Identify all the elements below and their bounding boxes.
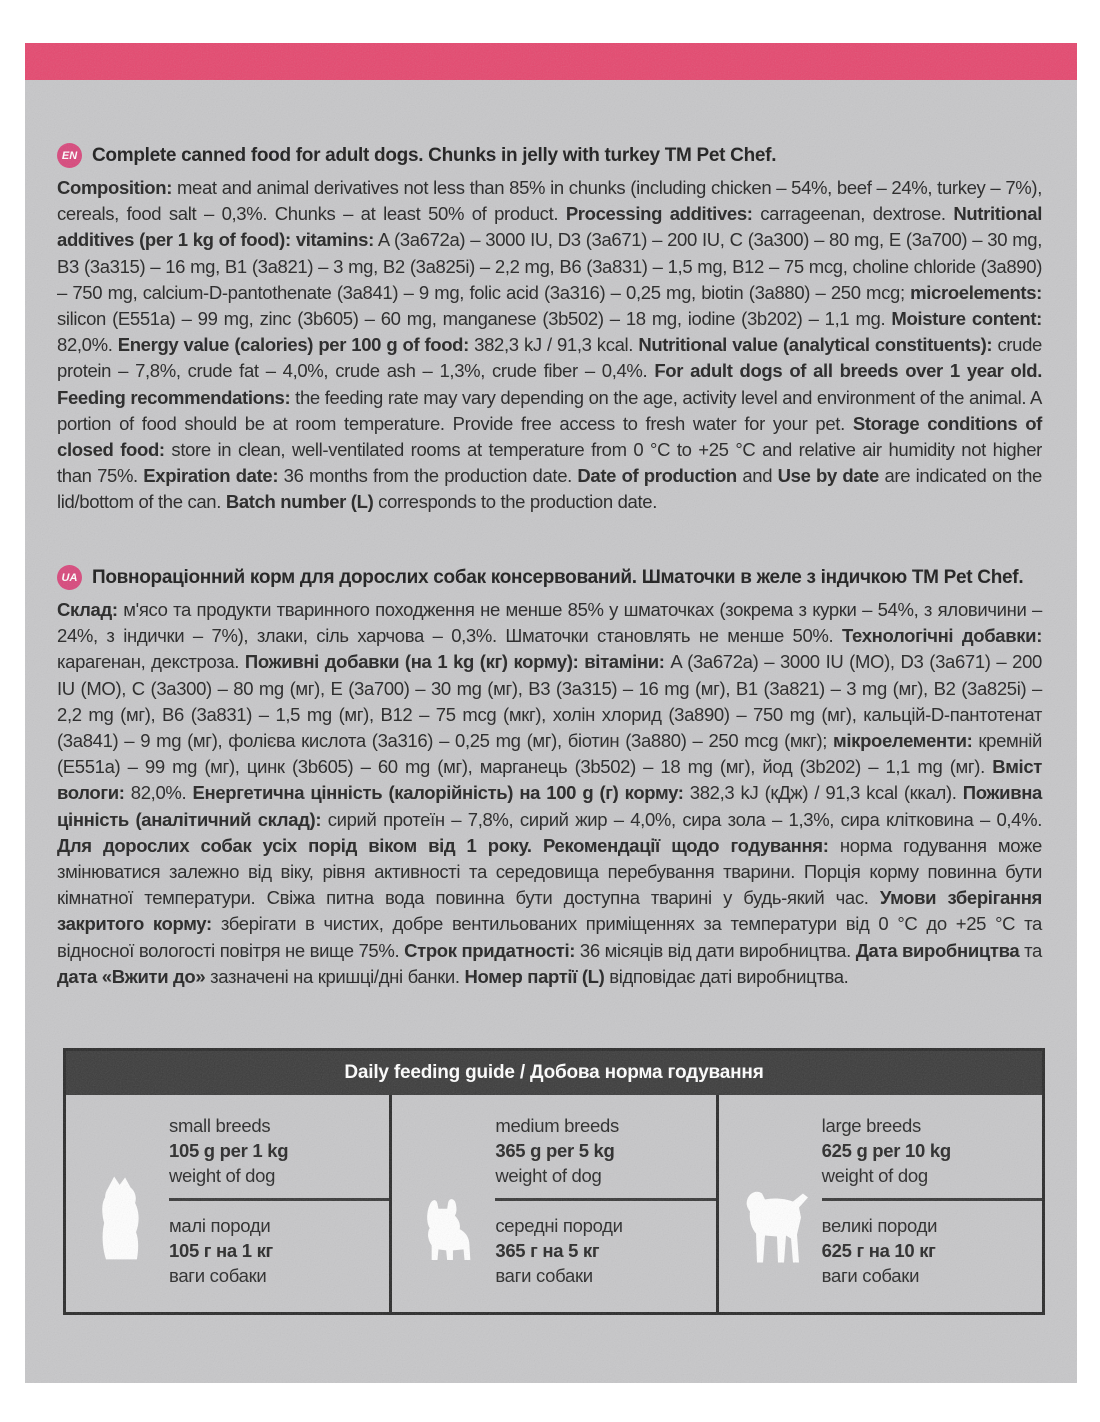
- top-accent-bar: [25, 43, 1077, 80]
- breed-label-en: medium breeds: [495, 1115, 619, 1136]
- cell-divider: [495, 1198, 715, 1201]
- amount-label-en: 105 g per 1 kg: [169, 1140, 289, 1161]
- breed-label-en: large breeds: [821, 1115, 921, 1136]
- weight-label-en: weight of dog: [495, 1165, 602, 1186]
- ua-composition-paragraph: Склад: м'ясо та продукти тваринного походження не менше 85% у шматочках (зокрема з курки – 54%, з яловичини – 24%, з індички – 7%), злаки, сіль харчова – 0,3%. Шматочки становлять не менше 50%. Технологічні добавки: карагенан, декстроза. Поживні добавки (на 1 kg (кг) корму): вітаміни: A (3a672a) – 3000 IU (МО), D3 (3a671) – 200 IU (МО), C (3a300) – 80 mg (мг), E (3a700) – 30 mg (мг), B3 (3a315) – 16 mg (мг), B1 (3a821) – 3 mg (мг), B2 (3a825i) – 2,2 mg (мг), B6 (3a831) – 1,5 mg (мг), B12 – 75 mcg (мкг), холін хлорид (3a890) – 750 mg (мг), кальцій-D-пантотенат (3a841) – 9 mg (мг), фолієва кислота (3a316) – 0,25 mg (мг), біотин (3a880) – 250 mcg (мкг); мікроелементи: кремній (E551a) – 99 mg (мг), цинк (3b605) – 60 mg (мг), марганець (3b502) – 18 mg (мг), йод (3b202) – 1,1 mg (мг). Вміст вологи: 82,0%. Енергетична цінність (калорійність) на 100 g (г) корму: 382,3 kJ (кДж) / 91,3 kcal (ккал). Поживна цінність (аналітичний склад): сирий протеїн – 7,8%, сирий жир – 4,0%, сира зола – 1,3%, сира клітковина – 0,4%. Для дорослих собак усіх порід віком від 1 року. Рекомендації щодо годування: норма годування може змінюватися залежно від віку, рівня активності та середовища перебування тварини. Порція корму повинна бути кімнатної температури. Свіжа питна вода повинна бути доступна тварині у будь-який час. Умови зберігання закритого корму: зберігати в чистих, добре вентильованих приміщеннях за температури від 0 °C до +25 °C та відносної вологості повітря не вище 75%. Строк придатності: 36 місяців від дати виробництва. Дата виробництва та дата «Вжити до» зазначені на кришці/дні банки. Номер партії (L) відповідає даті виробництва.: [57, 599, 1042, 987]
- amount-label-ua: 105 г на 1 кг: [169, 1240, 273, 1261]
- daily-feeding-guide-table: [63, 1048, 1045, 1315]
- feeding-guide-body: [66, 1095, 1042, 1312]
- small-dog-icon: [96, 1171, 146, 1265]
- ua-language-badge-icon: UA: [57, 565, 82, 590]
- amount-label-en: 365 g per 5 kg: [495, 1140, 615, 1161]
- feeding-cell-text: [495, 1113, 715, 1288]
- feeding-cell-text: [822, 1113, 1042, 1288]
- pet-food-label: [25, 43, 1077, 1383]
- feeding-cell-small-breeds: [66, 1095, 389, 1312]
- weight-label-ua: ваги собаки: [495, 1265, 593, 1286]
- ua-heading-row: [57, 565, 1042, 590]
- en-section: [57, 143, 1042, 516]
- feeding-cell-medium-breeds: [389, 1095, 715, 1312]
- breed-label-ua: малі породи: [169, 1215, 271, 1236]
- ua-product-title: Повнораціонний корм для дорослих собак консервований. Шматочки в желе з індичкою TM Pet Chef.: [92, 566, 1024, 588]
- amount-label-ua: 365 г на 5 кг: [495, 1240, 600, 1261]
- cell-divider: [169, 1198, 389, 1201]
- feeding-cell-text: [169, 1113, 389, 1288]
- weight-label-ua: ваги собаки: [169, 1265, 267, 1286]
- cell-divider: [822, 1198, 1042, 1201]
- en-heading-row: [57, 143, 1042, 168]
- en-composition-paragraph: Composition: meat and animal derivatives not less than 85% in chunks (including chicken – 54%, beef – 24%, turkey – 7%), cereals, food salt – 0,3%. Chunks – at least 50% of product. Processing additives: carrageenan, dextrose. Nutritional additives (per 1 kg of food): vitamins: A (3a672a) – 3000 IU, D3 (3a671) – 200 IU, C (3a300) – 80 mg, E (3a700) – 30 mg, B3 (3a315) – 16 mg, B1 (3a821) – 3 mg, B2 (3a825i) – 2,2 mg, B6 (3a831) – 1,5 mg, B12 – 75 mcg, choline chloride (3a890) – 750 mg, calcium-D-pantothenate (3a841) – 9 mg, folic acid (3a316) – 0,25 mg, biotin (3a880) – 250 mcg; microelements: silicon (E551a) – 99 mg, zinc (3b605) – 60 mg, manganese (3b502) – 18 mg, iodine (3b202) – 1,1 mg. Moisture content: 82,0%. Energy value (calories) per 100 g of food: 382,3 kJ / 91,3 kcal. Nutritional value (analytical constituents): crude protein – 7,8%, crude fat – 4,0%, crude ash – 1,3%, crude fiber – 0,4%. For adult dogs of all breeds over 1 year old. Feeding recommendations: the feeding rate may vary depending on the age, activity level and environment of the animal. A portion of food should be at room temperature. Provide free access to fresh water for your pet. Storage conditions of closed food: store in clean, well-ventilated rooms at temperature from 0 °C to +25 °C and relative air humidity not higher than 75%. Expiration date: 36 months from the production date. Date of production and Use by date are indicated on the lid/bottom of the can. Batch number (L) corresponds to the production date.: [57, 177, 1042, 513]
- weight-label-en: weight of dog: [821, 1165, 928, 1186]
- amount-label-en: 625 g per 10 kg: [821, 1140, 951, 1161]
- feeding-guide-title: Daily feeding guide / Добова норма годування: [66, 1051, 1042, 1095]
- weight-label-ua: ваги собаки: [821, 1265, 920, 1286]
- large-dog-icon: [741, 1183, 811, 1275]
- breed-label-ua: великі породи: [821, 1215, 938, 1236]
- en-product-title: Complete canned food for adult dogs. Chunks in jelly with turkey TM Pet Chef.: [92, 144, 777, 166]
- breed-label-en: small breeds: [169, 1115, 271, 1136]
- feeding-cell-large-breeds: [716, 1095, 1042, 1312]
- breed-label-ua: середні породи: [495, 1215, 623, 1236]
- ua-section: [57, 565, 1042, 990]
- amount-label-ua: 625 г на 10 кг: [821, 1240, 936, 1261]
- medium-dog-icon: [422, 1189, 480, 1275]
- en-language-badge-icon: EN: [57, 143, 82, 168]
- weight-label-en: weight of dog: [169, 1165, 276, 1186]
